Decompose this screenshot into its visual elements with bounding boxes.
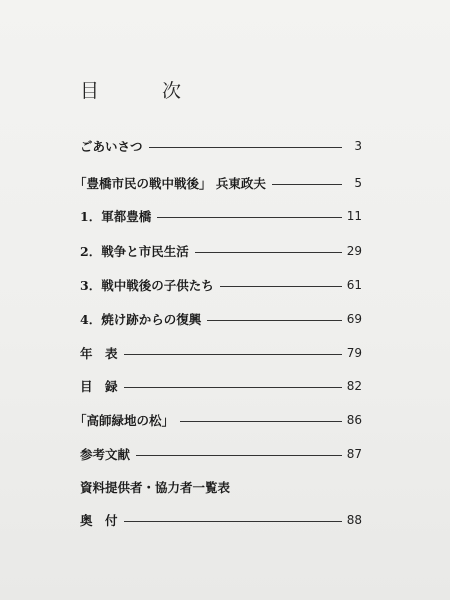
- toc-entry-label: 目 録: [80, 379, 118, 394]
- toc-entry-catalog[interactable]: [80, 376, 362, 396]
- toc-leader-line: [195, 252, 342, 253]
- toc-entry-page: 29: [346, 244, 362, 258]
- toc-entry-references[interactable]: [80, 444, 362, 464]
- toc-entry-page: 87: [346, 447, 362, 461]
- toc-entry-label: 「豊橋市民の戦中戦後」 兵東政夫: [74, 176, 266, 191]
- toc-entry-chapter-4[interactable]: [80, 309, 362, 329]
- toc-entry-label: ごあいさつ: [80, 139, 143, 154]
- toc-leader-line: [124, 387, 342, 388]
- toc-entry-label: 2．戦争と市民生活: [80, 244, 189, 259]
- toc-entry-label: 年 表: [80, 346, 118, 361]
- toc-entry-chapter-2[interactable]: [80, 241, 362, 261]
- toc-entry-colophon[interactable]: [80, 510, 362, 530]
- toc-entry-label: 1．軍都豊橋: [80, 209, 152, 224]
- toc-entry-chapter-1[interactable]: [80, 206, 362, 226]
- toc-entry-pine-essay[interactable]: [74, 410, 362, 430]
- toc-entry-page: 61: [346, 278, 362, 292]
- toc-entry-label: 3．戦中戦後の子供たち: [80, 278, 214, 293]
- toc-entry-greeting[interactable]: [80, 136, 362, 156]
- page-title: 目 次: [80, 80, 204, 102]
- toc-leader-line: [207, 320, 342, 321]
- toc-leader-line: [272, 184, 342, 185]
- toc-entry-label: 参考文献: [80, 447, 131, 462]
- toc-entry-page: 5: [354, 176, 362, 190]
- toc-leader-line: [124, 354, 342, 355]
- toc-entry-essay[interactable]: [74, 173, 362, 193]
- toc-entry-page: 86: [346, 413, 362, 427]
- toc-leader-line: [124, 521, 342, 522]
- toc-entry-page: 79: [346, 346, 362, 360]
- toc-entry-label: 資料提供者・協力者一覧表: [80, 480, 231, 495]
- toc-entry-page: 82: [346, 379, 362, 393]
- toc-entry-label: 4．焼け跡からの復興: [80, 312, 202, 327]
- toc-entry-chapter-3[interactable]: [80, 275, 362, 295]
- toc-leader-line: [220, 286, 342, 287]
- toc-entry-label: 「高師緑地の松」: [74, 413, 175, 428]
- toc-entry-label: 奥 付: [80, 513, 118, 528]
- toc-leader-line: [149, 147, 342, 148]
- toc-leader-line: [157, 217, 342, 218]
- toc-entry-page: 88: [346, 513, 362, 527]
- toc-entry-page: 11: [346, 209, 362, 223]
- toc-leader-line: [136, 455, 342, 456]
- toc-entry-page: 69: [346, 312, 362, 326]
- toc-entry-contributors[interactable]: [80, 477, 362, 497]
- toc-entry-chronology[interactable]: [80, 343, 362, 363]
- toc-leader-line: [180, 421, 342, 422]
- toc-entry-page: 3: [354, 139, 362, 153]
